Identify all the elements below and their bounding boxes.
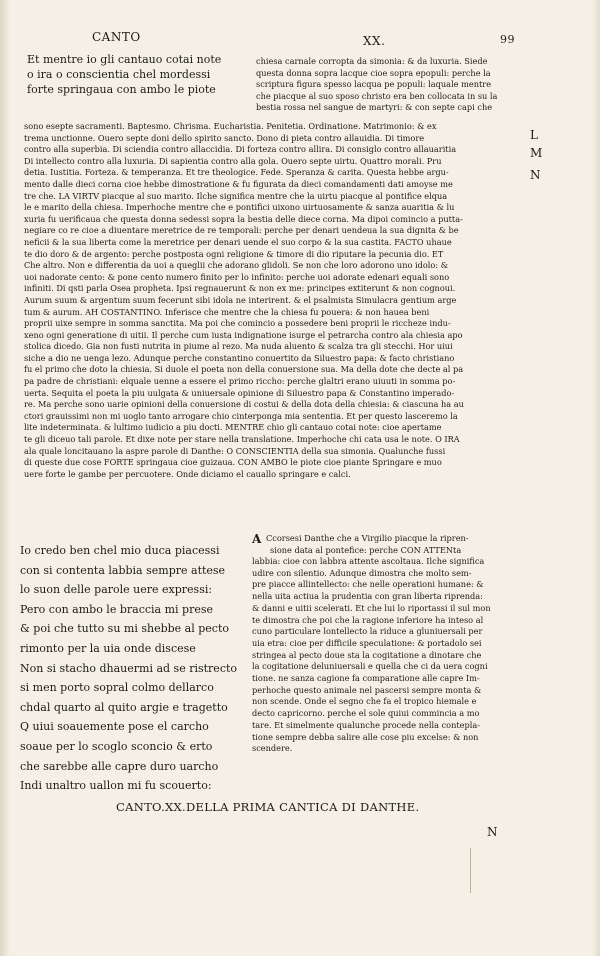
verse-line: rimonto per la uia onde discese (20, 641, 196, 655)
verse-line: o ira o conscientia chel mordessi (27, 68, 211, 81)
commentary-line: sione data al pontefice: perche CON ATTENta (270, 544, 462, 555)
commentary-line: neficii & la sua liberta come la meretrice per denari uende el suo corpo & la sua castita. FACTO uhaue (24, 236, 452, 247)
margin-letter-m: M (530, 146, 543, 160)
margin-letter-l: L (530, 128, 538, 142)
folio-number: 99 (500, 33, 515, 46)
commentary-line: negiare co re cioe a diuentare meretrice de re temporali: perche per denari uendeua la sua dignita & be (24, 225, 459, 236)
commentary-line: uerta. Sequita el poeta la piu uulgata & uniuersale opinione di Siluestro papa & Constantino imperado- (24, 387, 455, 398)
verse-line: Et mentre io gli cantauo cotai note (27, 53, 222, 66)
commentary-line: stringea al pecto doue sta la cogitatione a dinotare che (252, 649, 482, 660)
commentary-line: trema unctionne. Ouero septe doni dello spirito sancto. Dono di pieta contro allauidia. Di timore (24, 132, 425, 143)
verse-line: chdal quarto al quito argie e tragetto (20, 700, 228, 714)
verse-line: si men porto sopral colmo dellarco (20, 681, 214, 695)
commentary-line: xuria fu uerificaua che questa donna sedessi sopra la bestia delle diece corna. Ma dipoi comincio a putta- (24, 213, 463, 224)
verse-line: Pero con ambo le braccia mi prese (20, 602, 213, 616)
verse-line: Indi unaltro uallon mi fu scouerto: (20, 779, 212, 793)
commentary-line: la cogitatione deluniuersali e quella che ci da uera cogni (252, 661, 488, 672)
commentary-line: uoi nadorate cento: & pone cento numero finito per lo infinito: perche uoi adorate edenari equali sono (24, 271, 450, 282)
top-commentary (256, 56, 536, 114)
commentary-line: Che altro. Non e differentia da uoi a queglii che adorano glidoli. Se non che loro adorono uno idolo: & (24, 260, 448, 271)
commentary-line: cuno particulare lontellecto la riduce a gluniuersali per (252, 626, 483, 637)
verse-line: lo suon delle parole uere expressi: (20, 583, 213, 597)
commentary-line: decto capricorno. perche el sole quiui commincia a mo (252, 708, 480, 719)
commentary-line: chiesa carnale corropta da simonia: & da luxuria. Siede (256, 56, 488, 66)
commentary-line: tre che. LA VIRTV piacque al suo marito. Ilche significa mentre che la uirtu piacque al pontifice elqua (24, 190, 448, 201)
margin-letter-n: N (530, 168, 541, 182)
commentary-line: stolica dicedo. Gia non fusti nutrita in piume al rezo. Ma nuda aluento & scalza tra gli stecchi. Hor uiui (24, 341, 453, 352)
commentary-line: ala quale loncitauano la aspre parole di Danthe: O CONSCIENTIA della sua simonia. Qualunche fussi (24, 445, 446, 456)
bottom-commentary (266, 533, 544, 556)
commentary-line: contro alla superbia. Di sciendia contro allaccidia. Di forteza contro allira. Di consiglo contro allauaritia (24, 144, 457, 155)
commentary-line: mento dalle dieci corna cioe hebbe dimostratione & fu figurata da dieci comandamenti dati amoyse me (24, 178, 453, 189)
commentary-line: bestia rossa nel sangue de martyri: & con septe capi che (256, 102, 493, 113)
commentary-line: scendere. (252, 743, 293, 754)
commentary-line: che piacque al suo sposo christo era ben collocata in su la (256, 90, 498, 101)
commentary-line: scriptura figura spesso lacqua pe populi: laquale mentre (256, 79, 492, 90)
commentary-line: nella uita actiua la prudentia con gran liberta riprenda: (252, 591, 483, 602)
running-head-canto: CANTO (92, 30, 141, 44)
commentary-line: tione. ne sanza cagione fa comparatione alle capre Im- (252, 673, 480, 684)
commentary-line: non scende. Onde el segno che fa el tropico hiemale e (252, 696, 477, 707)
commentary-line: perhoche questo animale nel pascersi sempre monta & (252, 684, 482, 695)
verse-line: forte springaua con ambo le piote (27, 83, 216, 96)
verse-line: & poi che tutto su mi shebbe al pecto (20, 622, 230, 636)
commentary-line: sono esepte sacramenti. Baptesmo. Chrisma. Eucharistia. Penitetia. Ordinatione. Matrimonio: & ex (24, 121, 437, 131)
top-verse (27, 52, 221, 97)
commentary-line: Ccorsesi Danthe che a Virgilio piacque la ripren- (266, 533, 469, 543)
verse-line: Non si stacho dhauermi ad se ristrecto (20, 661, 238, 675)
commentary-line: te gli diceuo tali parole. Et dixe note per stare nella translatione. Imperhoche chi cata usa le note. O IRA (24, 434, 460, 445)
initial-letter: A (252, 532, 262, 546)
bottom-verse (20, 541, 237, 796)
verse-line: Io credo ben chel mio duca piacessi (20, 544, 220, 557)
commentary-line: Di intellecto contro alla luxuria. Di sapientia contro alla gola. Ouero septe uirtu. Quattro morali. Pru (24, 155, 442, 166)
commentary-line: tione sempre debba salire alle cose piu excelse: & non (252, 731, 479, 742)
commentary-line: di queste due cose FORTE springaua cioe guizaua. CON AMBO le piote cioe piante Springare e muo (24, 457, 442, 468)
commentary-line: pre piacce allintellecto: che nelle operationi humane: & (252, 579, 484, 590)
commentary-line: & danni e uitii scelerati. Et che lui lo riportassi il sul mon (252, 602, 491, 613)
commentary-line: questa donna sopra lacque cioe sopra epopuli: perche la (256, 67, 491, 78)
commentary-line: uere forte le gambe per percuotere. Onde diciamo el cauallo springare e calci. (24, 468, 351, 479)
commentary-line: pa padre de christiani: elquale uenne a essere el primo riccho: perche glaltri erano uiuuti in somma po- (24, 376, 456, 387)
commentary-line: fu el primo che doto la chiesia. Si duole el poeta non della conuersione sua. Ma della dote che decte al pa (24, 364, 464, 375)
commentary-line: te dimostra che poi che la ragione inferiore ha inteso al (252, 614, 484, 625)
main-commentary (24, 121, 524, 480)
commentary-line: tum & aurum. AH COSTANTINO. Inferisce che mentre che la chiesa fu pouera: & non hauea beni (24, 306, 430, 317)
commentary-line: re. Ma perche sono uarie opinioni della conuersione di costui & della dota della chiesia: & ciascuna ha au (24, 399, 464, 410)
commentary-line: le e marito della chiesa. Imperhoche mentre che e pontifici uixono uirtuosamente & sanza auaritia & lu (24, 202, 455, 213)
commentary-line: xeno ogni generatione di uitii. Il perche cum iusta indignatione isurge el petrarcha contro ala chiesia apo (24, 329, 463, 340)
page-edge-shadow (0, 0, 10, 956)
commentary-line: udire con silentio. Adunque dimostra che molto sem- (252, 567, 472, 578)
commentary-line: detia. Iustitia. Forteza. & temperanza. Et tre theologice. Fede. Speranza & carita. Questa hebbe argu- (24, 167, 449, 178)
page-edge-shadow-right (592, 0, 600, 956)
canto-colophon: CANTO.XX.DELLA PRIMA CANTICA DI DANTHE. (116, 800, 420, 814)
running-head-number: XX. (363, 34, 386, 48)
commentary-line: infiniti. Di qsti parla Osea propheta. Ipsi regnauerunt & non ex me: principes extiterunt & non cognoui. (24, 283, 456, 294)
verse-line: soaue per lo scoglo sconcio & erto (20, 739, 213, 753)
verse-line: che sarebbe alle capre duro uarcho (20, 759, 219, 773)
verse-line: Q uiui soauemente pose el carcho (20, 720, 209, 734)
commentary-line: te dio doro & de argento: perche postposta ogni religione & timore di dio riputare la pecunia dio. ET (24, 248, 444, 259)
commentary-line: tare. Et simelmente qualunche procede nella contepla- (252, 719, 481, 730)
commentary-line: siche a dio ne uenga lezo. Adunque perche constantino conuertito da Siluestro papa: & facto christiano (24, 352, 455, 363)
commentary-line: Aurum suum & argentum suum fecerunt sibi idola ne interirent. & el psalmista Simulacra gentium arge (24, 294, 457, 305)
verse-line: con si contenta labbia sempre attese (20, 563, 226, 577)
paper-crease (470, 848, 471, 893)
signature-mark: N (487, 825, 498, 839)
commentary-line: uia etra: cioe per difficile speculatione: & portadolo sei (252, 637, 482, 648)
commentary-line: lite indeterminata. & lultimo iudicio a piu docti. MENTRE chio gli cantauo cotai note: cioe apertame (24, 422, 442, 433)
commentary-line: ctori grauissimi non mi uoglo tanto arrogare chio cinterponga mia sententia. Et per questo lasceremo la (24, 410, 458, 421)
commentary-line: proprii uixe sempre in somma sanctita. Ma poi che comincio a possedere beni proprii le riccheze indu- (24, 318, 451, 329)
bottom-commentary-cont (252, 556, 542, 755)
commentary-line: labbia: cioe con labbra attente ascoltaua. Ilche significa (252, 556, 485, 566)
